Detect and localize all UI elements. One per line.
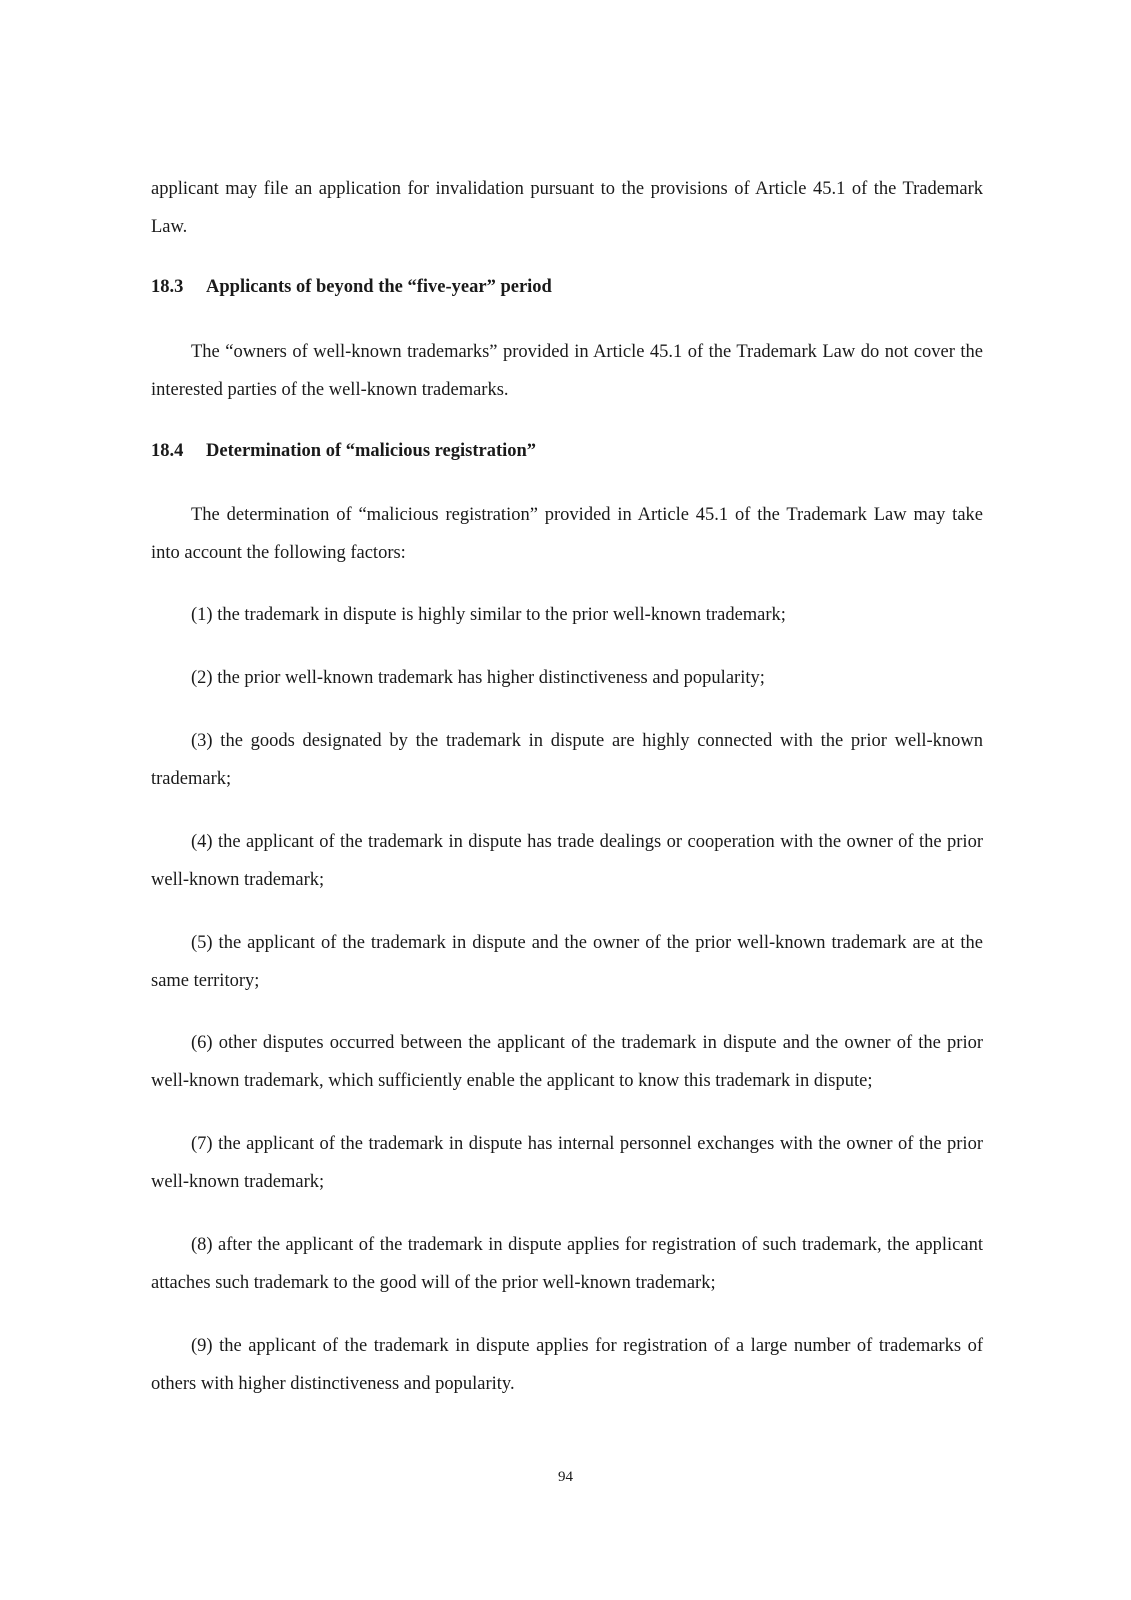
factor-item-9: (9) the applicant of the trademark in dispute applies for registration of a large number of trademarks of others with higher distinctiveness and popularity. xyxy=(151,1336,983,1394)
section-heading-18-3 xyxy=(151,268,552,306)
factor-item-7: (7) the applicant of the trademark in dispute has internal personnel exchanges with the owner of the prior well-known trademark; xyxy=(151,1134,983,1192)
factor-item-6: (6) other disputes occurred between the applicant of the trademark in dispute and the owner of the prior well-known trademark, which sufficiently enable the applicant to know this trademark in dispute; xyxy=(151,1033,983,1091)
section-18-4-paragraph: The determination of “malicious registration” provided in Article 45.1 of the Trademark Law may take into account the following factors: xyxy=(151,505,983,563)
intro-paragraph: applicant may file an application for invalidation pursuant to the provisions of Article 45.1 of the Trademark Law. xyxy=(151,179,983,237)
factor-item-3: (3) the goods designated by the trademark in dispute are highly connected with the prior well-known trademark; xyxy=(151,731,983,789)
factor-item-8: (8) after the applicant of the trademark in dispute applies for registration of such trademark, the applicant attaches such trademark to the good will of the prior well-known trademark; xyxy=(151,1235,983,1293)
factor-item-1: (1) the trademark in dispute is highly similar to the prior well-known trademark; xyxy=(191,605,786,625)
section-number: 18.3 xyxy=(151,277,184,297)
factor-item-2: (2) the prior well-known trademark has higher distinctiveness and popularity; xyxy=(191,668,765,688)
section-heading-18-4 xyxy=(151,432,536,470)
section-number: 18.4 xyxy=(151,441,184,461)
section-title: Applicants of beyond the “five-year” period xyxy=(206,277,552,297)
page-number: 94 xyxy=(558,1469,573,1485)
factor-item-5: (5) the applicant of the trademark in dispute and the owner of the prior well-known trademark are at the same territory; xyxy=(151,933,983,991)
section-title: Determination of “malicious registration” xyxy=(206,441,537,461)
section-18-3-paragraph: The “owners of well-known trademarks” provided in Article 45.1 of the Trademark Law do not cover the interested parties of the well-known trademarks. xyxy=(151,342,983,400)
factor-item-4: (4) the applicant of the trademark in dispute has trade dealings or cooperation with the owner of the prior well-known trademark; xyxy=(151,832,983,890)
